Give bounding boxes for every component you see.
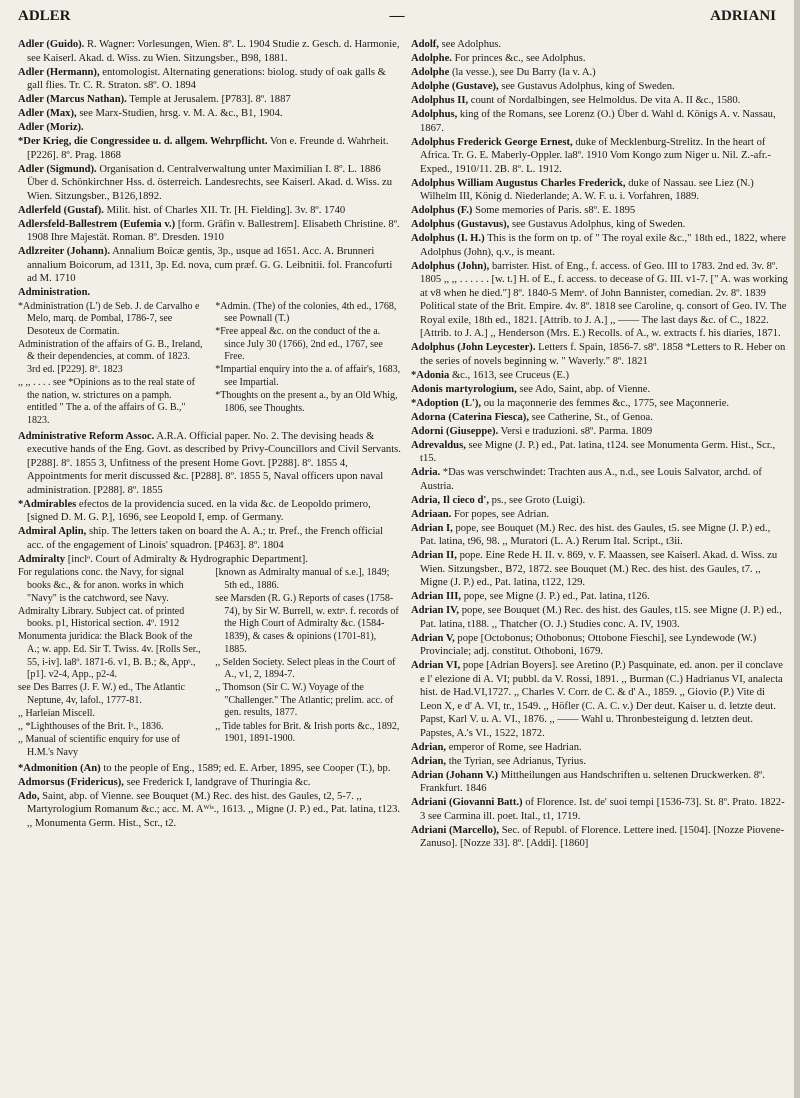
entry (411, 590, 789, 604)
entry (18, 631, 204, 681)
admiralty-subcol-b (215, 567, 401, 759)
entry-text: of Florence. Ist. de' suoi tempi [1536-73]. St. 8º. Prato. 1822-3 see Carmina ill. poet. Ital., t1, 1719. (420, 797, 785, 822)
entry-text: Versi e traduzioni. s8º. Parma. 1809 (500, 425, 653, 437)
entry-text: For princes &c., see Adolphus. (454, 53, 586, 64)
entry-text: Organisation d. Centralverwaltung unter Maximilian I. 8º. L. 1886 Über d. Schönkirchner Hss. d. österreich. Landesrechts, see Kaiserl. Akad. d. Wiss. zu Wien. Sitzungsber., B126,1892. (27, 163, 393, 202)
admiralty-subcol-a (18, 567, 204, 759)
entry-text: Milit. hist. of Charles XII. Tr. [H. Fielding]. 3v. 8º. 1740 (106, 204, 346, 216)
entry-headword: Admorsus (Fridericus), (18, 776, 124, 788)
entry-text: Mittheilungen aus Handschriften u. seltenen Druckwerken. 8º. Frankfurt. 1846 (420, 769, 765, 794)
entry (411, 522, 789, 549)
entry (215, 326, 401, 364)
entry-headword: Adriani (Marcello), (411, 824, 500, 836)
entry-text: For popes, see Adrian. (453, 508, 550, 520)
entry (411, 659, 789, 740)
entry-text: *Thoughts on the present a., by an Old Whig, 1806, see Thoughts. (215, 390, 398, 414)
entry (18, 135, 401, 162)
entry-text: see Adolphus. (441, 39, 502, 50)
entry (411, 177, 789, 204)
entry (18, 553, 401, 567)
entry-text: Monumenta juridica: the Black Book of the A.; w. app. Ed. Sir T. Twiss. 4v. [Rolls Ser., 55, i-iv]. la8º. 1871-6. v1, B. B.; &, Appˢ., [p1]. v2-4, App., p2-4. (18, 631, 201, 681)
entry-text: [known as Admiralty manual of s.e.], 1849; 5th ed., 1886. (215, 567, 390, 592)
entry (18, 66, 401, 93)
entry (411, 549, 789, 590)
entry-headword: Adria, Il cieco d', (411, 494, 489, 506)
entry-headword: Adolphus (John), (411, 260, 490, 272)
entry-text: Some memories of Paris. s8º. E. 1895 (475, 205, 636, 216)
entry-headword: Adolphe (Gustave), (411, 81, 499, 92)
entry-text: pope [Adrian Boyers]. see Aretino (P.) Pasquinate, ed. anon. per il conclave e l' elezione di A. VI; pubbl. da V. Rossi, 1891. ,, Burman (C.) Hadrianus VI, analecta hist. de Had.VI,1727. ,, Charles V. Corr. de C. & d' A., 1859. ,, Giovio (P.) Vite di Leon X, e d' A. VI, tr., 1549. ,, Höfler (C. A. C. v.) Der deut. Kaiser u. d. letzte deut. Papst, Karl V. u. A. VI., 1876. ,, —— Wahl u. Thronbesteigung d. letzten deut. Papstes, A.'s VI., 1522, 1872. (420, 660, 783, 739)
entry-text: This is the form on tp. of " The royal exile &c.," 18th ed., 1822, where Adolphus (John), q.v., is meant. (420, 233, 786, 258)
entry-text: &c., 1613, see Cruceus (E.) (451, 369, 570, 381)
administration-subcol-a (18, 301, 204, 428)
entry (215, 721, 401, 746)
entry-text: pope, see Bouquet (M.) Rec. des hist. des Gaules, t15. see Migne (J. P.) ed., Pat. latina, t188. ,, Thatcher (O. J.) Studies conc. A. IV, 1903. (420, 605, 782, 630)
entry-text: entomologist. Alternating generations: biolog. study of oak galls & gall flies. Tr. C. R. Straton. s8º. O. 1894 (27, 66, 386, 91)
entry-headword: Adrian VI, (411, 660, 461, 671)
entry-headword: Admiral Aplin, (18, 526, 87, 538)
entry-headword: Adrian I, (411, 522, 453, 534)
entry-headword: Adriaan. (411, 508, 452, 520)
entry-text: efectos de la providencia suced. en la vida &c. de Leopoldo primero, [signed D. M. G. P.], 1696, see Leopold I, emp. of Germany. (27, 498, 371, 524)
entry (18, 339, 204, 377)
entry (215, 682, 401, 720)
entry-headword: Adolphus William Augustus Charles Frederick, (411, 177, 626, 189)
entry (411, 466, 789, 493)
entry-headword: Adrevaldus, (411, 439, 466, 451)
entry (411, 494, 789, 508)
entry-text: see Ado, Saint, abp. of Vienne. (519, 383, 651, 395)
entry (18, 682, 204, 707)
entry (18, 301, 204, 339)
entry-text: pope [Octobonus; Othobonus; Ottobone Fieschi], see Lyndewode (W.) Provinciale; adj. constitut. Othoboni, 1679. (420, 632, 757, 657)
entry-headword: Adolf, (411, 39, 439, 50)
entry (411, 632, 789, 659)
entry-headword: Adriani (Giovanni Batt.) (411, 797, 523, 808)
entry (18, 567, 204, 605)
entry-headword: Adrian, (411, 741, 447, 753)
entry (18, 790, 401, 831)
entry-headword: Adolphus (F.) (411, 205, 473, 216)
entry-text: see Gustavus Adolphus, king of Sweden. (511, 219, 686, 230)
entry (215, 567, 401, 592)
entry-text: R. Wagner: Vorlesungen, Wien. 8º. L. 1904 Studie z. Gesch. d. Harmonie, see Kaiserl. Akad. d. Wiss. zu Wien. Sitzungsber., B98, 1881. (27, 39, 400, 64)
entry (215, 364, 401, 389)
entry-text: [form. Gräfin v. Ballestrem]. Elisabeth Christine. 8º. 1908 Ihre Majestät. Roman. 8º. Dresden. 1910 (27, 218, 400, 243)
entry-text: see Catherine, St., of Genoa. (531, 411, 653, 423)
entry-text: Saint, abp. of Vienne. see Bouquet (M.) Rec. des hist. des Gaules, t2, 5-7. ,, Martyrologium Romanum &c.; acc. M. Aᵂⁱˢ., 1613. ,, Migne (J. P.) ed., Pat. latina, t123. ,, Monumenta Germ. Hist., Scr., t2. (27, 790, 401, 829)
entry-text: king of the Romans, see Lorenz (O.) Über d. Wahl d. Königs A. v. Nassau, 1867. (420, 109, 776, 134)
entry-text: count of Nordalbingen, see Helmoldus. De vita A. II &c., 1580. (470, 95, 741, 106)
entry (411, 66, 789, 80)
entry (411, 232, 789, 259)
entry (215, 593, 401, 656)
entry (411, 108, 789, 135)
entry-headword: Ado, (18, 790, 40, 802)
entry-text: see Frederick I, landgrave of Thuringia &c. (126, 776, 311, 788)
entry-text: see Migne (J. P.) ed., Pat. latina, t124. see Monumenta Germ. Hist., Scr., t15. (420, 439, 776, 464)
entry-text: *Das was verschwindet: Trachten aus A., n.d., see Louis Salvator, archd. of Austria. (420, 467, 762, 492)
entry-headword: Adolphus (I. H.) (411, 233, 485, 244)
entry-text: ,, *Lighthouses of the Brit. Iˢ., 1836. (18, 721, 164, 733)
entry (411, 52, 789, 66)
entry-text: Administration of the affairs of G. B., Ireland, & their dependencies, at comm. of 1823. 3rd ed. [P229]. 8º. 1823 (18, 338, 203, 375)
entry-text: ,, ,, . . . . see *Opinions as to the real state of the nation, w. strictures on a pamph. entitled " The a. of the affairs of G. B.," 1823. (18, 377, 195, 426)
entry-headword: Adler (Marcus Nathan). (18, 94, 127, 105)
entry-text: ship. The letters taken on board the A. A.; tr. Pref., the French official acc. of the engagement of Linois' squadron. [P463]. 8º. 1804 (27, 526, 384, 551)
entry-text: *Administration (L') de Seb. J. de Carvalho e Melo, marq. de Pombal, 1786-7, see Desoteux de Cormatin. (18, 300, 200, 337)
entry-headword: Adria. (411, 467, 441, 478)
entry-text: see Des Barres (J. F. W.) ed., The Atlantic Neptune, 4v, lafol., 1777-81. (18, 682, 186, 706)
entry (18, 776, 401, 790)
entry (18, 93, 401, 107)
entry-text: pope. Eine Rede H. II. v. 869, v. F. Maassen, see Kaiserl. Akad. d. Wiss. zu Wien. Sitzungsber., B72, 1872. see Bouquet (M.) Rec. des hist. des Gaules, t7. ,, Migne (J. P.) ed., Pat. latina, t122, 129. (420, 550, 778, 588)
entry-headword: Adolphus Frederick George Ernest, (411, 136, 573, 148)
entry-text: A.R.A. Official paper. No. 2. The devising heads & executive hands of the Eng. Govt. as described by Privy-Councillors and Civil Servants. [P288]. 8º. 1855 3, Unfitness of the present Home Govt. [P288]. 8º. 1855 4, Appointments for merit discussed &c. [P288]. 8º. 1855 5, Naval officers upon naval administration. [P288]. 8º. 1855 (27, 430, 401, 496)
entry (411, 411, 789, 425)
page-header (18, 8, 776, 30)
entry (18, 121, 401, 135)
entry-text: duke of Nassau. see Liez (N.) Wilhelm III, König d. Niederlande; A. W. F. u. i. Vorfahren, 1889. (420, 177, 754, 202)
entry (411, 94, 789, 108)
entry (411, 204, 789, 218)
entry-text: see Gustavus Adolphus, king of Sweden. (501, 81, 675, 92)
entry (411, 397, 789, 411)
entry-headword: Adrian, (411, 755, 447, 767)
right-entries (411, 38, 789, 851)
entry (215, 301, 401, 326)
entry (411, 755, 789, 769)
left-column (18, 38, 401, 831)
entry-text: Sec. of Republ. of Florence. Lettere ined. [1504]. [Nozze Piovene-Zanuso]. [Nozze 33]. 8º. [Addi]. [1860] (420, 824, 785, 849)
entry (18, 762, 401, 776)
entry-headword: Adler (Max), (18, 108, 77, 119)
entry-headword: Adrian IV, (411, 605, 460, 616)
entry-text: pope, see Bouquet (M.) Rec. des hist. des Gaules, t5. see Migne (J. P.) ed., Pat. latina, t96, 98. ,, Muratori (L. A.) Rerum Ital. Script., t3ii. (420, 522, 771, 547)
entry (18, 606, 204, 631)
entry (411, 508, 789, 522)
entry-headword: Adlerfeld (Gustaf). (18, 204, 104, 216)
entry-headword: Adolphe (411, 67, 450, 78)
entry-text: *Impartial enquiry into the a. of affair's, 1683, see Impartial. (215, 364, 401, 389)
entry-headword: Adolphus (John Leycester). (411, 342, 536, 353)
entry (215, 657, 401, 682)
entry (411, 369, 789, 383)
entry-headword: Adler (Moriz). (18, 122, 84, 133)
entry-text: see Marsden (R. G.) Reports of cases (1758-74), by Sir W. Burrell, w. extrˢ. f. records of the High Court of Admiralty &c. (1584-1839), & cases & opinions (1701-81), 1885. (215, 593, 399, 655)
entry-text: ,, Thomson (Sir C. W.) Voyage of the "Challenger." The Atlantic; prelim. acc. of gen. results, 1877. (215, 682, 394, 719)
entry-headword: Adorni (Giuseppe). (411, 425, 499, 437)
entry-text: For regulations conc. the Navy, for signal books &c., & for anon. works in which "Navy" is the catchword, see Navy. (18, 567, 184, 604)
entry-text: Von e. Freunde d. Wahrheit. [P226]. 8º. Prag. 1868 (27, 136, 389, 161)
entry-text: Temple at Jerusalem. [P783]. 8º. 1887 (129, 94, 291, 105)
entry-headword: Adorna (Caterina Fiesca), (411, 411, 529, 423)
entry-text: see Marx-Studien, hrsg. v. M. A. &c., B1, 1904. (79, 108, 283, 119)
entry (411, 383, 789, 397)
entry-headword: Adlzreiter (Johann). (18, 246, 111, 257)
administration-subcol-b (215, 301, 401, 428)
entry-text: the Tyrian, see Adrianus, Tyrius. (448, 755, 586, 767)
entry-headword: Administrative Reform Assoc. (18, 430, 155, 442)
admiralty-subcolumns (18, 567, 401, 759)
entry-headword: Adolphe. (411, 53, 452, 64)
entry (18, 107, 401, 121)
entry-text: *Free appeal &c. on the conduct of the a. since July 30 (1766), 2nd ed., 1767, see Free. (215, 326, 383, 363)
entry-text: emperor of Rome, see Hadrian. (448, 741, 582, 753)
entry (18, 377, 204, 427)
entry-text: Letters f. Spain, 1856-7. s8º. 1858 *Letters to R. Heber on the series of novels beginning w. " Waverly." 8º. 1821 (420, 342, 786, 367)
entry-headword: *Adoption (L'), (411, 397, 482, 409)
entry (18, 38, 401, 65)
left-top-entries (18, 38, 401, 300)
entry-headword: *Admirables (18, 498, 77, 510)
entry-headword: Adler (Hermann), (18, 66, 100, 78)
entry-text: ps., see Groto (Luigi). (491, 494, 586, 506)
entry (411, 218, 789, 232)
entry-headword: Adler (Sigmund). (18, 163, 97, 175)
entry (18, 708, 204, 721)
header-center: — (389, 8, 405, 24)
administration-subcolumns (18, 301, 401, 428)
entry (411, 38, 789, 52)
entry-text: pope, see Migne (J. P.) ed., Pat. latina, t126. (463, 591, 650, 602)
entry-headword: *Der Krieg, die Congressidee u. d. allgem. Wehrpflicht. (18, 136, 268, 147)
entry (411, 136, 789, 177)
header-right: ADRIANI (710, 8, 776, 24)
entry-text: to the people of Eng., 1589; ed. E. Arber, 1895, see Cooper (T.), bp. (103, 762, 391, 774)
entry (411, 604, 789, 631)
entry-text: [inclᵒ. Court of Admiralty & Hydrographic Department]. (67, 553, 308, 565)
entry (215, 390, 401, 415)
entry-text: ,, Harleian Miscell. (18, 707, 95, 719)
entry-text: *Admin. (The) of the colonies, 4th ed., 1768, see Pownall (T.) (215, 300, 397, 325)
entry (18, 245, 401, 286)
entry-headword: Adrian II, (411, 550, 457, 561)
entry (18, 525, 401, 552)
entry (411, 439, 789, 466)
entry (411, 824, 789, 851)
entry (18, 286, 401, 300)
entry-headword: Adolphus, (411, 109, 458, 120)
left-mid-entries (18, 430, 401, 567)
entry-headword: Adrian V, (411, 632, 455, 644)
entry (18, 721, 204, 734)
entry-headword: Adlersfeld-Ballestrem (Eufemia v.) (18, 218, 176, 230)
entry-headword: Admiralty (18, 553, 66, 565)
page-edge (794, 0, 800, 1098)
entry-headword: *Admonition (An) (18, 762, 101, 774)
entry-text: (la vesse.), see Du Barry (la v. A.) (451, 67, 596, 78)
entry-text: Annalium Boicæ gentis, 3p., usque ad 1651. Acc. A. Brunneri annalium Boicorum, ad 1311, 3p. Ed. nova, cum præf. G. G. Leibnitii. fol. Francofurti ad M. 1710 (27, 246, 393, 284)
entry (411, 80, 789, 94)
entry (411, 741, 789, 755)
entry (18, 218, 401, 245)
entry-text: ,, Tide tables for Brit. & Irish ports &c., 1892, 1901, 1891-1900. (215, 720, 400, 745)
entry-headword: Adrian III, (411, 591, 462, 602)
entry (18, 163, 401, 204)
entry (18, 498, 401, 525)
entry (411, 260, 789, 341)
entry-text: Admiralty Library. Subject cat. of printed books. p1, Historical section. 4º. 1912 (18, 605, 185, 630)
entry-text: ,, Selden Society. Select pleas in the Court of A., v1, 2, 1894-7. (215, 656, 396, 681)
entry-headword: *Adonia (411, 369, 450, 381)
entry-headword: Adolphus (Gustavus), (411, 219, 510, 230)
entry-headword: Adonis martyrologium, (411, 383, 517, 395)
entry-headword: Adolphus II, (411, 95, 469, 106)
right-column (411, 38, 789, 851)
entry (18, 204, 401, 218)
entry (18, 734, 204, 759)
entry-text: ,, Manual of scientific enquiry for use of H.M.'s Navy (18, 734, 180, 758)
entry-text: barrister. Hist. of Eng., f. access. of Geo. III to 1783. 2nd ed. 3v. 8º. 1805 ,, ,, . . . . . . [w. t.] H. of E., f. access. to decease of G. III. v1-7. [" A. was working at v8 when he died."] 8º. 1840-5 Memˢ. of John Bannister, comedian. 2v. 8º. 1839 Political state of the Brit. Empire. 4v. 8º. 1818 see Caroline, q. consort of Geo. IV. The Royal exile, 18th ed., 1821. [Attrib. to J. A.] ,, —— The last days &c. of C., 1822. [Attrib. to J. A.] ,, Henderson (Mrs. E.) Recolls. of A., w. extracts f. his diaries, 1871. (420, 260, 788, 339)
left-bottom-entries (18, 762, 401, 831)
entry-text: duke of Mecklenburg-Strelitz. In the heart of Africa. Tr. G. E. Maberly-Oppler. la8º. 1910 Vom Kongo zum Niger u. Nil. Z.-afr.-Exped., 1910/11. 2B. 8º. L. 1912. (420, 136, 771, 175)
header-left: ADLER (18, 8, 71, 24)
entry-headword: Adrian (Johann V.) (411, 769, 499, 781)
entry (411, 341, 789, 368)
entry-headword: Adler (Guido). (18, 39, 85, 50)
entry (18, 430, 401, 498)
entry (411, 425, 789, 439)
entry (411, 769, 789, 796)
entry-text: ou la maçonnerie des femmes &c., 1775, see Maçonnerie. (483, 397, 730, 409)
entry-headword: Administration. (18, 287, 91, 298)
entry (411, 796, 789, 823)
